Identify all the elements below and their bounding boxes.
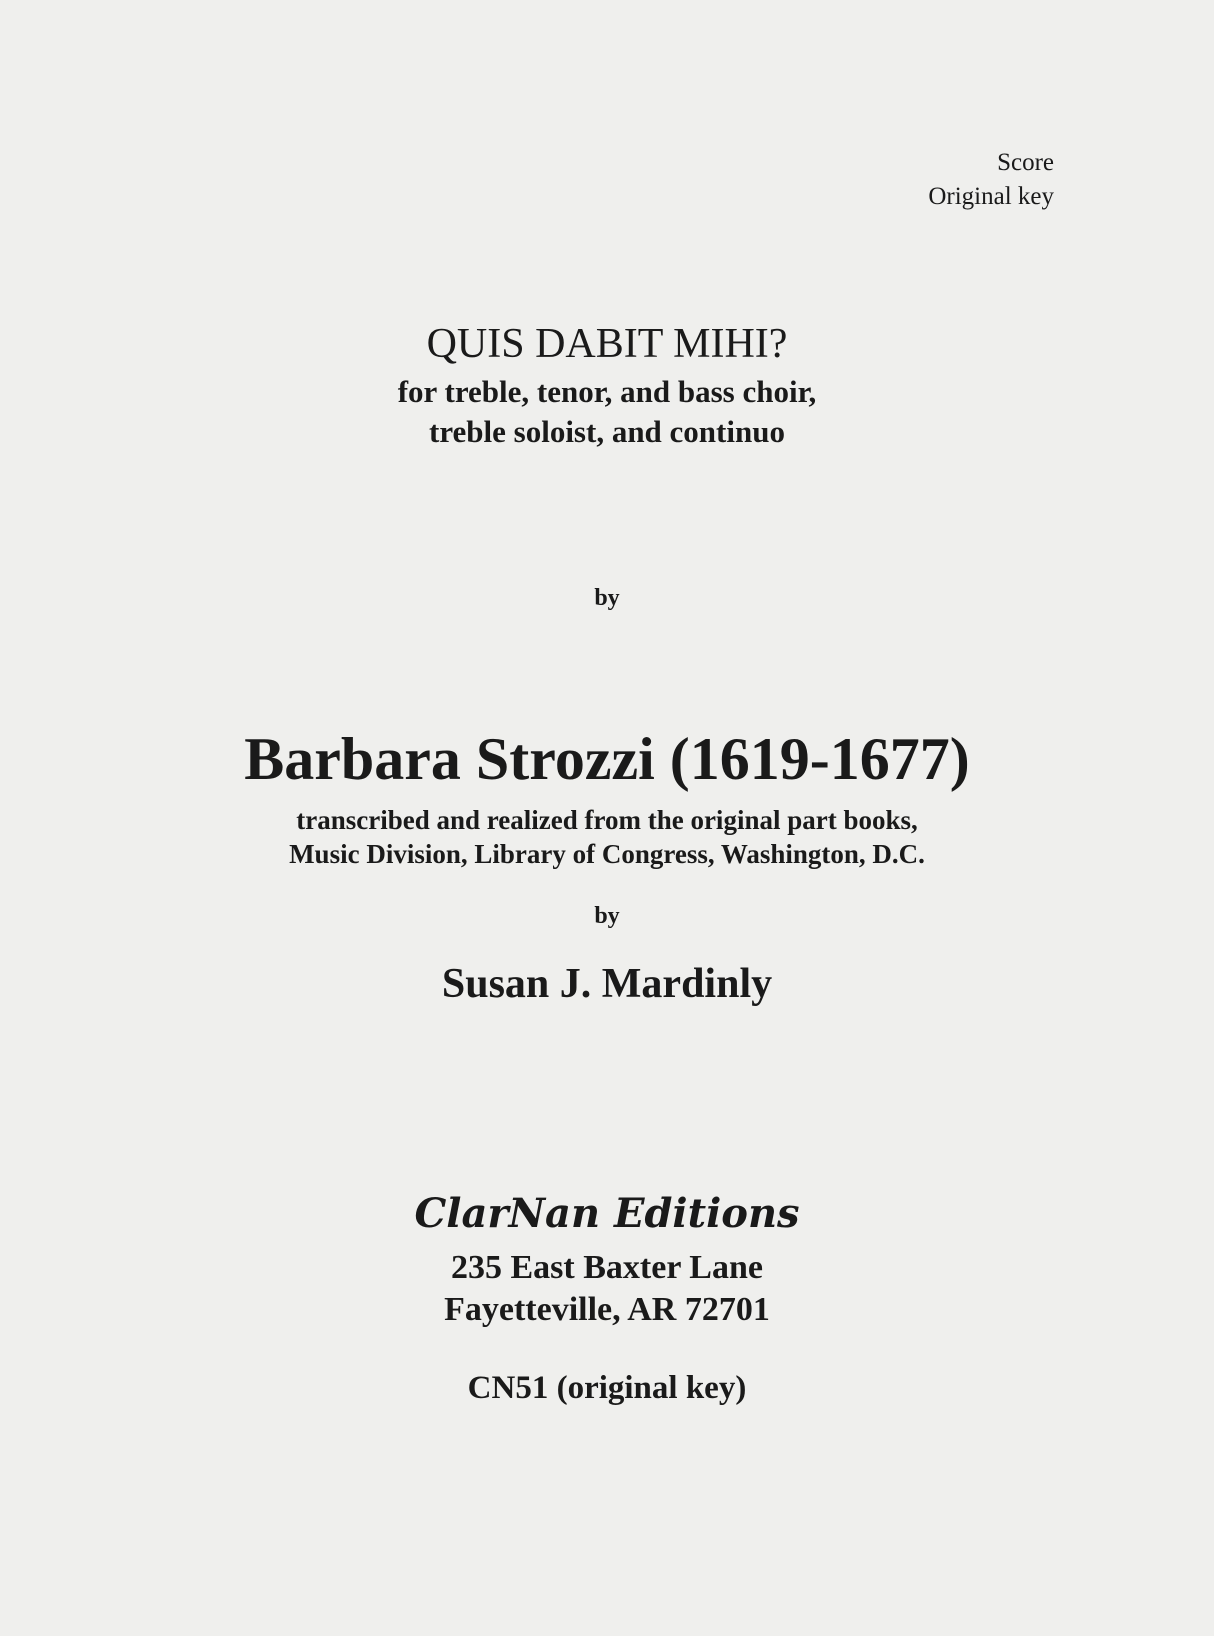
address-line-1: 235 East Baxter Lane [451, 1249, 763, 1286]
source-line-2: Music Division, Library of Congress, Washington, D.C. [289, 839, 925, 869]
source-line-1: transcribed and realized from the original part books, [296, 805, 918, 835]
score-label: Score [997, 149, 1054, 176]
composer-name: Barbara Strozzi (1619-1677) [244, 726, 970, 792]
editor-name: Susan J. Mardinly [441, 961, 773, 1007]
subtitle-line-2: treble soloist, and continuo [429, 414, 785, 449]
source-note [0, 803, 1214, 871]
publisher-logo: ClarNan Editions [414, 1190, 800, 1237]
publisher-address [0, 1247, 1214, 1331]
original-key-label: Original key [928, 183, 1054, 210]
by-label: by [594, 903, 620, 929]
page-title: QUIS DABIT MIHI? [426, 321, 788, 367]
subtitle [0, 372, 1214, 452]
catalog-number: CN51 (original key) [467, 1370, 747, 1406]
subtitle-line-1: for treble, tenor, and bass choir, [397, 374, 817, 409]
by-label: by [594, 585, 620, 611]
address-line-2: Fayetteville, AR 72701 [444, 1291, 770, 1328]
